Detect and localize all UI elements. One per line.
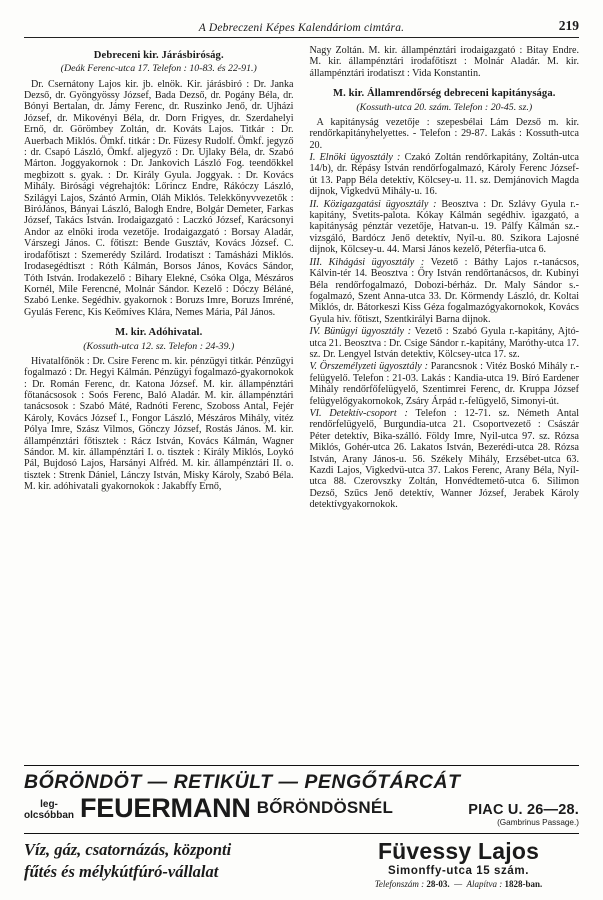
osztaly-item [310, 152, 580, 198]
left-column [24, 45, 294, 494]
section-heading: Debreceni kir. Járásbiróság. [93, 50, 224, 61]
section-subheading: (Kossuth-utca 20. szám. Telefon : 20-45. sz.) [356, 101, 533, 113]
ad-brand-trade: BŐRÖNDÖSNÉL [256, 798, 394, 817]
ad-cheapest-line1: leg- [40, 799, 58, 810]
osztaly-text: Vezető : Báthy Lajos r.-tanácsos, Kálvin-tér 14. Beosztva : Őry István rendőrtanácsos, dr. Kubinyi Béla rendőrfogalmazó, Dobozi-bérház. Dr. Maly Sándor s.-fogalmazó, Szent Anna-utca 33. Dr. Körmendy László, dr. Koltai Miklós, dr. Bátorkeszi Kiss Géza fogalmazógyakornokok, Kovács Gyula hiv. főtiszt, Szentkirályi Barna dijnok. [309, 256, 579, 325]
osztaly-label: IV. Bünügyi ügyosztály : [309, 326, 412, 338]
running-head-title: A Debreczeni Képes Kalendáriom cimtára. [198, 22, 405, 34]
section-heading: M. kir. Államrendőrség debreceni kapitánysága. [333, 88, 556, 100]
section-adohivatal [24, 327, 294, 492]
osztaly-text: Beosztva : Dr. Szlávy Gyula r.-kapitány, Svetits-palota. Kókay Kálmán segédhiv. igazgató, a kapitányság pénztár vezetője, Hatvan-u. 19. Pálfy Kálmán sz.-vizsgáló, Bardócz Jenő detektív, Nyíl-u. 80. Szikora Lajosné dijnok, Kölcsey-u. 44. Marsi János kezelő, Péterfia-utca 6. [309, 198, 579, 256]
section-body: Dr. Csernátony Lajos kir. jb. elnök. Kir. járásbiró : Dr. Janka Dezső, dr. Gyöngyössy József, Bada Dezső, dr. Pogány Béla, dr. Bónyi Bertalan, dr. Jámy Ferenc, dr. Ruszinko Jenő, dr. Ujházi József, dr. Mikovényi Béla, dr. Dorn Frigyes, dr. Szerdahelyi Ernő, dr. Görömbey Zoltán, dr. Kováts Lajos. Titkár : Dr. Auerbach Miklós. Ömkf. titkár : Dr. Füzesy Rudolf. Ömkf. jegyző : dr. Csapó László, Ömkf. aljegyző : Dr. Ujlaky Béla, dr. Szabó Márton. Joggyakornok : Dr. Jankovich László Fog. teendőkkel megbizott s. gyak. : Dr. Király Gyula. Joggyak. : Dr. Kovács Mihály. Birósági végrehajtók: Lőrincz Endre, Rákóczy László, Szilágyi Lajos, Szántó Armin, Oláh Miklós. Telekkönyvvezetők : BiróJános, Bányai László, Balogh Endre, Bolgár Demeter, Farkas József, Takács István. Irodaigazgató : Laczkó József, Karácsonyi Andor az elnöki iroda vezetője. Irodaigazgató : Borsay Aladár, Várszegi János. C. főtiszt: Bende Gusztáv, Kovács József. C. irodafőtiszt : Szemerédy Szilárd. Irodatiszt : Tamásházi Miklós. Irodasegédtiszt : Róth Kálmán, Borsos János, Kovács Sándor, Tóth István. Irodakezelő : Bihary Elekné, Csóka Olga, Mészáros Kornél, Mile Ferencné, Molnár Sándor. Kezelő : Dóczy Béláné, Szabó Lenke. Segédhiv. gyakornok : Boruzs Imre, Boruzs Imréné, Gyulás Ferenc, Kis Keőmíves Klára, Nemes Mária, Pál János. [24, 78, 294, 318]
ad-cheapest-tag [24, 800, 74, 823]
section-body: A kapitányság vezetője : szepesbélai Lám Dezső m. kir. rendőrkapitányhelyettes. - Telefon : 29-87. Lakás : Kossuth-utca 20. [309, 116, 579, 151]
ad-brand-name: FEUERMANN [80, 793, 251, 823]
ad-address-block [468, 802, 579, 827]
header-rule [24, 37, 579, 38]
ad-headline: BŐRÖNDÖT — RETIKÜLT — PENGŐTÁRCÁT [24, 771, 461, 793]
osztaly-item [310, 361, 580, 407]
osztaly-text: Vezető : Szabó Gyula r.-kapitány, Ajtó-utca 21. Beosztva : Dr. Csige Sándor r.-kapitány, Maróthy-utca 17. sz. Dr. Lengyel István detektiv, Kölcsey-utca 17. sz. [309, 326, 579, 360]
ad-feuermann[interactable] [24, 771, 579, 829]
running-head [24, 18, 579, 34]
osztaly-label: VI. Detektív-csoport : [309, 407, 408, 419]
osztaly-text: Czakó Zoltán rendőrkapitány, Zoltán-utca 14/b), dr. Répásy István rendőrfogalmazó, Károly Ferenc József-út 13. Papp Béla detektív, Kölcsey-u. 11. sz. Demjánovich Magda dijnok, Vigkedvü Mihály-u. 16. [309, 152, 580, 198]
ad-company-name: Füvessy Lajos [377, 838, 540, 864]
ad-services-line2: fűtés és mélykútfúró-vállalat [24, 862, 219, 881]
ad-fuvessy[interactable] [24, 839, 579, 890]
section-jarasbirosag [24, 50, 294, 318]
section-allamrendorseg [310, 88, 580, 151]
advertisement-area [24, 765, 579, 890]
right-column [310, 45, 580, 512]
ad-phone-label: Telefonszám : [374, 879, 425, 889]
osztaly-text: Telefon : 12-71. sz. Németh Antal rendőrfelügyelő, Burgundia-utca 21. Csoportvezető : Császár Péter detektív, Bika-szálló. Földy Imre, Nyil-utca 97. sz. Rózsa Miklós, Gohér-utca 26. Lakatos István, Bezerédi-utca 28. Rózsa István, Arany János-u. 56. Székely Mihály, Erzsébet-utca 63. Kazdi Lajos, Vigkedvü-utca 37. Lakos Ferenc, Arany Béla, Nyíl-utca 88. Czerovszky Zoltán, Honvédtemető-utca 6. Silimon Dezső, Szűcs Jenő detektív, Wanner József, Jerabek Károly detektívgyakornokok. [309, 407, 579, 511]
two-column-body [24, 45, 579, 512]
page-number: 219 [558, 18, 579, 33]
section-adohivatal-continued [310, 45, 580, 79]
osztaly-label: II. Közigazgatási ügyosztály : [309, 198, 437, 210]
ad-company-footer: Telefonszám : 28-03. — Alapítva : 1828-ban. [374, 879, 543, 889]
ad-company-address: Simonffy-utca 15 szám. [387, 865, 529, 877]
ad-divider-top [24, 765, 579, 766]
section-heading: M. kir. Adóhivatal. [115, 327, 203, 339]
ad-founded-value: 1828-ban. [504, 879, 543, 889]
osztaly-item [310, 408, 580, 511]
osztaly-label: V. Örszemélyzeti ügyosztály : [309, 361, 428, 373]
osztaly-item [310, 199, 580, 256]
ad-address-note: (Gambrinus Passage.) [497, 818, 579, 827]
ad-phone-value: 28-03. [426, 879, 450, 889]
osztaly-text: Parancsnok : Vitéz Boskó Mihály r.-felügyelő. Telefon : 21-03. Lakás : Kandia-utca 19. Bíró Eardener Mihály rendőrfőfelügyelő, Szentimrei Ferenc, dr. Kruppa József felügyelőgyakornokok, Zsáry Árpád r.-felügyelő, Simonyi-út. [309, 361, 579, 407]
section-subheading: (Deák Ferenc-utca 17. Telefon : 10-83. és 22-91.) [60, 63, 257, 75]
osztaly-label: III. Kihágási ügyosztály : [309, 256, 425, 268]
ad-cheapest-line2: olcsóbban [24, 809, 75, 821]
ad-founded-label: Alapítva : [466, 879, 503, 889]
ad-services-text [24, 839, 324, 890]
section-subheading: (Kossuth-utca 12. sz. Telefon : 24-39.) [83, 340, 235, 352]
osztaly-item [310, 257, 580, 325]
ad-services-line1: Víz, gáz, csatornázás, központi [24, 840, 232, 859]
section-body: Hivatalfőnök : Dr. Csire Ferenc m. kir. pénzügyi titkár. Pénzügyi fogalmazó : Dr. Hegyi Kálmán. Pénzügyi fogalmazó-gyakornokok : Dr. Román Ferenc, dr. Katona József. M. kir. állampénztári főtanácsosok : Soós Ferenc, Baló Aladár. M. kir. állampénztári tanácsosok : Szabó Máté, Radnóti Ferenc, Szoboss Antal, Fejér Károly, Kovács József I., Fongor László, Mészáros Mihály, vitéz Pólya Imre, Szász Vilmos, Gönczy József, Rostás János. M. kir. állampénztári főtisztek : Rácz István, Kovács Kálmán, Wagner Sándor. M. kir. állampénztári I. o. tisztek : Király Miklós, Loykó Pál, Bujdosó Lajos, Harsányi Alfréd. M. kir. állampénztári II. o. tisztek : Strenk Dániel, Lánczy István, Misky Károly, Szabó Béla. M. kir. adóhivatali gyakornokok : Jakabffy Ernő, [24, 355, 294, 493]
ad-address: PIAC U. 26—28. [468, 802, 579, 818]
osztaly-label: I. Elnöki ügyosztály : [309, 152, 401, 164]
osztaly-item [310, 326, 580, 360]
section-body: Nagy Zoltán. M. kir. állampénztári irodaigazgató : Bitay Endre. M. kir. állampénztári irodafőtiszt : Molnár Aladár. M. kir. állampénztári irodatiszt : Vida Konstantin. [309, 45, 579, 79]
ad-company-block [338, 839, 579, 890]
ad-divider-mid [24, 833, 579, 834]
